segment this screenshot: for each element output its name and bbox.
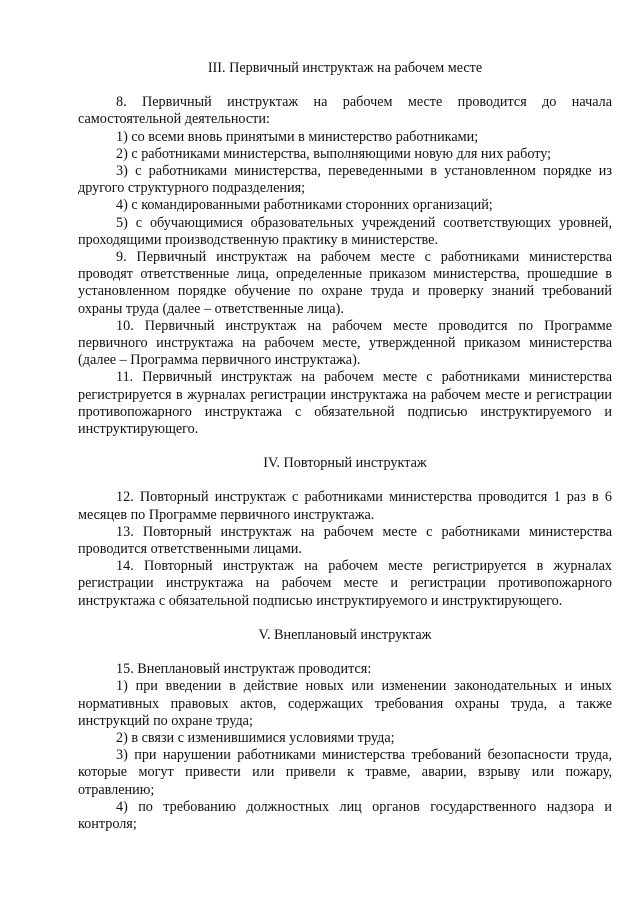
paragraph: 14. Повторный инструктаж на рабочем месте регистрируется в журналах регистрации инструктажа на рабочем месте и регистрации противопожарного инструктажа с обязательной подписью инструктируемого и инструктирующего. — [78, 558, 612, 609]
paragraph: 4) по требованию должностных лиц органов государственного надзора и контроля; — [78, 798, 612, 832]
section-title-unscheduled-briefing: V. Внеплановый инструктаж — [258, 626, 432, 643]
paragraph: 5) с обучающимися образовательных учреждений соответствующих уровней, проходящими производственную практику в министерстве. — [78, 214, 612, 248]
section-title-repeat-briefing: IV. Повторный инструктаж — [263, 455, 427, 472]
paragraph: 8. Первичный инструктаж на рабочем месте проводится до начала самостоятельной деятельности: — [78, 94, 612, 128]
paragraph: 1) при введении в действие новых или изменении законодательных и иных нормативных правовых актов, содержащих требования охраны труда, а также инструкций по охране труда; — [78, 678, 612, 729]
paragraph: 11. Первичный инструктаж на рабочем месте с работниками министерства регистрируется в журналах регистрации инструктажа на рабочем месте и регистрации противопожарного инструктажа с обязательной подписью инструктируемого и инструктирующего. — [78, 369, 612, 438]
paragraph: 13. Повторный инструктаж на рабочем месте с работниками министерства проводится ответственными лицами. — [78, 523, 612, 558]
paragraph: 2) в связи с изменившимися условиями труда; — [116, 729, 395, 746]
paragraph: 4) с командированными работниками сторонних организаций; — [116, 197, 493, 214]
paragraph: 9. Первичный инструктаж на рабочем месте с работниками министерства проводят ответственные лица, определенные приказом министерства, прошедшие в установленном порядке обучение по охране труда и проверку знаний требований охраны труда (далее – ответственные лица). — [78, 249, 612, 317]
paragraph: 3) при нарушении работниками министерства требований безопасности труда, которые могут привести или привели к травме, аварии, взрыву или пожару, отравлению; — [78, 747, 612, 798]
section-title-primary-briefing: III. Первичный инструктаж на рабочем месте — [207, 60, 483, 76]
paragraph: 15. Внеплановый инструктаж проводится: — [116, 661, 372, 678]
document-page — [78, 60, 612, 833]
paragraph: 1) со всеми вновь принятыми в министерство работниками; — [116, 128, 479, 145]
paragraph: 12. Повторный инструктаж с работниками министерства проводится 1 раз в 6 месяцев по Программе первичного инструктажа. — [78, 489, 612, 523]
paragraph: 3) с работниками министерства, переведенными в установленном порядке из другого структурного подразделения; — [78, 163, 612, 197]
paragraph: 2) с работниками министерства, выполняющими новую для них работу; — [116, 145, 552, 162]
paragraph: 10. Первичный инструктаж на рабочем месте проводится по Программе первичного инструктажа на рабочем месте, утвержденной приказом министерства (далее – Программа первичного инструктажа). — [78, 317, 612, 369]
